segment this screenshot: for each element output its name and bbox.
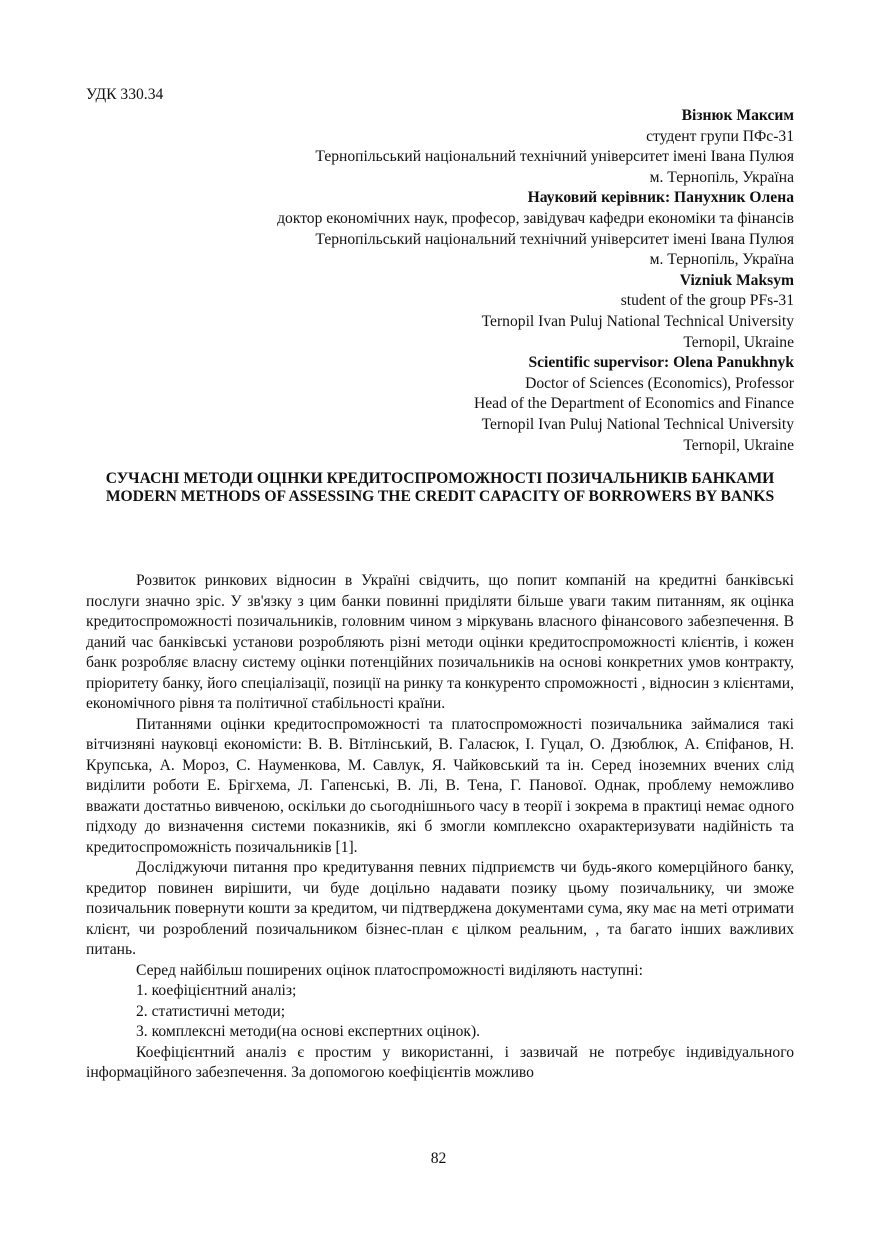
paragraph: Питаннями оцінки кредитоспроможності та платоспроможності позичальника займалися такі вітчизняні науковці економісти: В. В. Вітлінський, В. Галасюк, І. Гуцал, О. Дзюблюк, А. Єпіфанов, Н. Крупська, А. Мороз, С. Науменкова, М. Савлук, Я. Чайковський та ін. Серед іноземних вчених слід виділити роботи Е. Брігхема, Л. Гапенські, В. Лі, В. Тена, Г. Панової. Однак, проблему неможливо вважати достатньо вивченою, оскільки до сьогоднішнього часу в теорії і зокрема в практиці немає одного підходу до визначення системи показників, які б змогли комплексно охарактеризувати надійність та кредитоспроможність позичальників [1].	[86, 715, 794, 856]
author-line: Ternopil, Ukraine	[683, 436, 794, 454]
author-line: м. Тернопіль, Україна	[649, 251, 794, 269]
author-line: Scientific supervisor: Olena Panukhnyk	[528, 354, 794, 372]
author-line: Ternopil, Ukraine	[683, 333, 794, 351]
author-line: student of the group PFs-31	[620, 292, 794, 310]
author-line: Ternopil Ivan Puluj National Technical University	[481, 415, 794, 433]
author-line: студент групи ПФс-31	[646, 127, 794, 145]
author-line: Head of the Department of Economics and Finance	[474, 395, 794, 413]
list-item: 3. комплексні методи(на основі експертних оцінок).	[136, 1023, 481, 1040]
list-item: 1. коефіцієнтний аналіз;	[136, 982, 297, 999]
paragraph: Серед найбільш поширених оцінок платоспроможності виділяють наступні:	[136, 961, 643, 979]
title-english: MODERN METHODS OF ASSESSING THE CREDIT CAPACITY OF BORROWERS BY BANKS	[105, 488, 775, 506]
paper-titles	[86, 470, 794, 506]
author-block	[74, 106, 794, 456]
author-line: Науковий керівник: Панухник Олена	[527, 189, 794, 207]
paragraph: Досліджуючи питання про кредитування певних підприємств чи будь-якого комерційного банку, кредитор повинен вирішити, чи буде доцільно надавати позику цьому позичальнику, чи зможе позичальник повернути кошти за кредитом, чи підтверджена документами сума, яку має на меті отримати клієнт, чи розроблений позичальником бізнес-план є цілком реальним, , та багато інших важливих питань.	[86, 859, 794, 958]
author-line: Doctor of Sciences (Economics), Professor	[525, 374, 794, 392]
author-line: Візнюк Максим	[681, 107, 794, 124]
author-line: Ternopil Ivan Puluj National Technical University	[481, 312, 794, 330]
author-line: м. Тернопіль, Україна	[649, 168, 794, 186]
author-line: Тернопільський національний технічний університет імені Івана Пулюя	[315, 230, 794, 248]
title-ukrainian: СУЧАСНІ МЕТОДИ ОЦІНКИ КРЕДИТОСПРОМОЖНОСТІ ПОЗИЧАЛЬНИКІВ БАНКАМИ	[105, 470, 775, 487]
page-number: 82	[430, 1150, 447, 1167]
paragraph: Коефіцієнтний аналіз є простим у використанні, і зазвичай не потребує індивідуального інформаційного забезпечення. За допомогою коефіцієнтів можливо	[86, 1043, 794, 1081]
udk-code: УДК 330.34	[86, 86, 164, 103]
paragraph: Розвиток ринкових відносин в Україні свідчить, що попит компаній на кредитні банківські послуги значно зріс. У зв'язку з цим банки повинні приділяти більше уваги таким питанням, як оцінка кредитоспроможності позичальників, головним чином з міркувань власного фінансового забезпечення. В даний час банківські установи розробляють різні методи оцінки кредитоспроможності клієнтів, і кожен банк розробляє власну систему оцінки потенційних позичальників на основі конкретних умов контракту, пріоритету банку, його спеціалізації, позиції на ринку та конкуренто спроможності , відносин з клієнтами, економічного рівня та політичної стабільності країни.	[86, 572, 794, 712]
author-line: доктор економічних наук, професор, завідувач кафедри економіки та фінансів	[277, 209, 794, 227]
author-line: Тернопільський національний технічний університет імені Івана Пулюя	[315, 148, 794, 166]
list-item: 2. статистичні методи;	[136, 1002, 286, 1020]
body-text	[86, 571, 794, 1084]
author-line: Vizniuk Maksym	[679, 271, 794, 289]
